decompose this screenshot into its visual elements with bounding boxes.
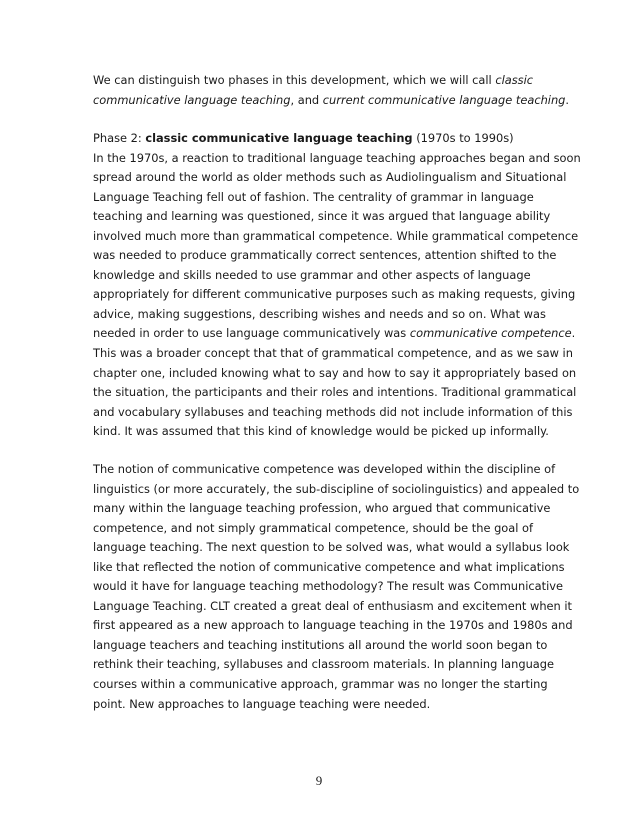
paragraph1-line: Language Teaching fell out of fashion. The centrality of grammar in language bbox=[93, 189, 534, 204]
paragraph1-line: kind. It was assumed that this kind of knowledge would be picked up informally. bbox=[93, 424, 549, 439]
intro-emphasis-clt: communicative language teaching bbox=[93, 92, 291, 107]
page-number: 9 bbox=[315, 773, 323, 788]
paragraph1-line: advice, making suggestions, describing wishes and needs and so on. What was bbox=[93, 306, 546, 321]
phase-heading-prefix: Phase 2: bbox=[93, 131, 146, 145]
phase-heading-dates: (1970s to 1990s) bbox=[412, 131, 514, 145]
paragraph2-line: Language Teaching. CLT created a great deal of enthusiasm and excitement when it bbox=[93, 598, 573, 613]
intro-text: We can distinguish two phases in this development, which we will call bbox=[93, 73, 496, 87]
paragraph1-line: the situation, the participants and their roles and intentions. Traditional grammatical bbox=[93, 385, 577, 400]
paragraph1-line: was needed to produce grammatically correct sentences, attention shifted to the bbox=[93, 248, 557, 263]
paragraph2-line: rethink their teaching, syllabuses and classroom materials. In planning language bbox=[93, 657, 555, 672]
paragraph2-line: linguistics (or more accurately, the sub-discipline of sociolinguistics) and appealed to bbox=[93, 481, 580, 496]
paragraph2-line: courses within a communicative approach, grammar was no longer the starting bbox=[93, 677, 548, 692]
phase-heading bbox=[93, 129, 553, 149]
intro-line-1 bbox=[93, 71, 553, 91]
intro-line-2 bbox=[93, 91, 570, 111]
paragraph1-text: needed in order to use language communicatively was bbox=[93, 326, 410, 341]
paragraph1-line: and vocabulary syllabuses and teaching methods did not include information of this bbox=[93, 404, 573, 419]
paragraph2-line: The notion of communicative competence was developed within the discipline of bbox=[93, 462, 556, 476]
paragraph2-line: many within the language teaching profession, who argued that communicative bbox=[93, 501, 551, 516]
paragraph-2 bbox=[93, 460, 580, 714]
paragraph1-line: chapter one, included knowing what to say and how to say it appropriately based on bbox=[93, 365, 577, 380]
paragraph1-text-end: . bbox=[571, 326, 576, 341]
phase-paragraph bbox=[93, 129, 581, 442]
phase-heading-title: classic communicative language teaching bbox=[145, 131, 413, 145]
intro-emphasis-current: current communicative language teaching bbox=[322, 92, 566, 107]
paragraph2-line: language teaching. The next question to be solved was, what would a syllabus look bbox=[93, 540, 570, 555]
intro-text-mid: , and bbox=[290, 92, 323, 107]
intro-text-end: . bbox=[565, 92, 570, 107]
paragraph1-line-emphasis bbox=[93, 324, 576, 344]
paragraph1-line: In the 1970s, a reaction to traditional language teaching approaches began and soon bbox=[93, 150, 581, 165]
paragraph1-emphasis-competence: communicative competence bbox=[409, 326, 572, 341]
paragraph2-line: language teachers and teaching institutions all around the world soon began to bbox=[93, 637, 548, 652]
paragraph2-line: first appeared as a new approach to language teaching in the 1970s and 1980s and bbox=[93, 618, 573, 633]
paragraph1-line: knowledge and skills needed to use grammar and other aspects of language bbox=[93, 267, 531, 282]
intro-paragraph bbox=[93, 71, 570, 110]
paragraph2-line: competence, and not simply grammatical competence, should be the goal of bbox=[93, 520, 534, 535]
paragraph2-line: would it have for language teaching methodology? The result was Communicative bbox=[93, 579, 564, 594]
paragraph1-line: involved much more than grammatical competence. While grammatical competence bbox=[93, 228, 579, 243]
paragraph1-line: teaching and learning was questioned, since it was argued that language ability bbox=[93, 209, 551, 224]
paragraph1-line: This was a broader concept that that of grammatical competence, and as we saw in bbox=[93, 346, 573, 361]
paragraph2-line: point. New approaches to language teaching were needed. bbox=[93, 696, 431, 711]
intro-emphasis-classic: classic bbox=[495, 73, 534, 87]
paragraph1-line: spread around the world as older methods such as Audiolingualism and Situational bbox=[93, 170, 567, 185]
paragraph2-line: like that reflected the notion of communicative competence and what implications bbox=[93, 559, 565, 574]
paragraph1-line: appropriately for different communicative purposes such as making requests, giving bbox=[93, 287, 576, 302]
